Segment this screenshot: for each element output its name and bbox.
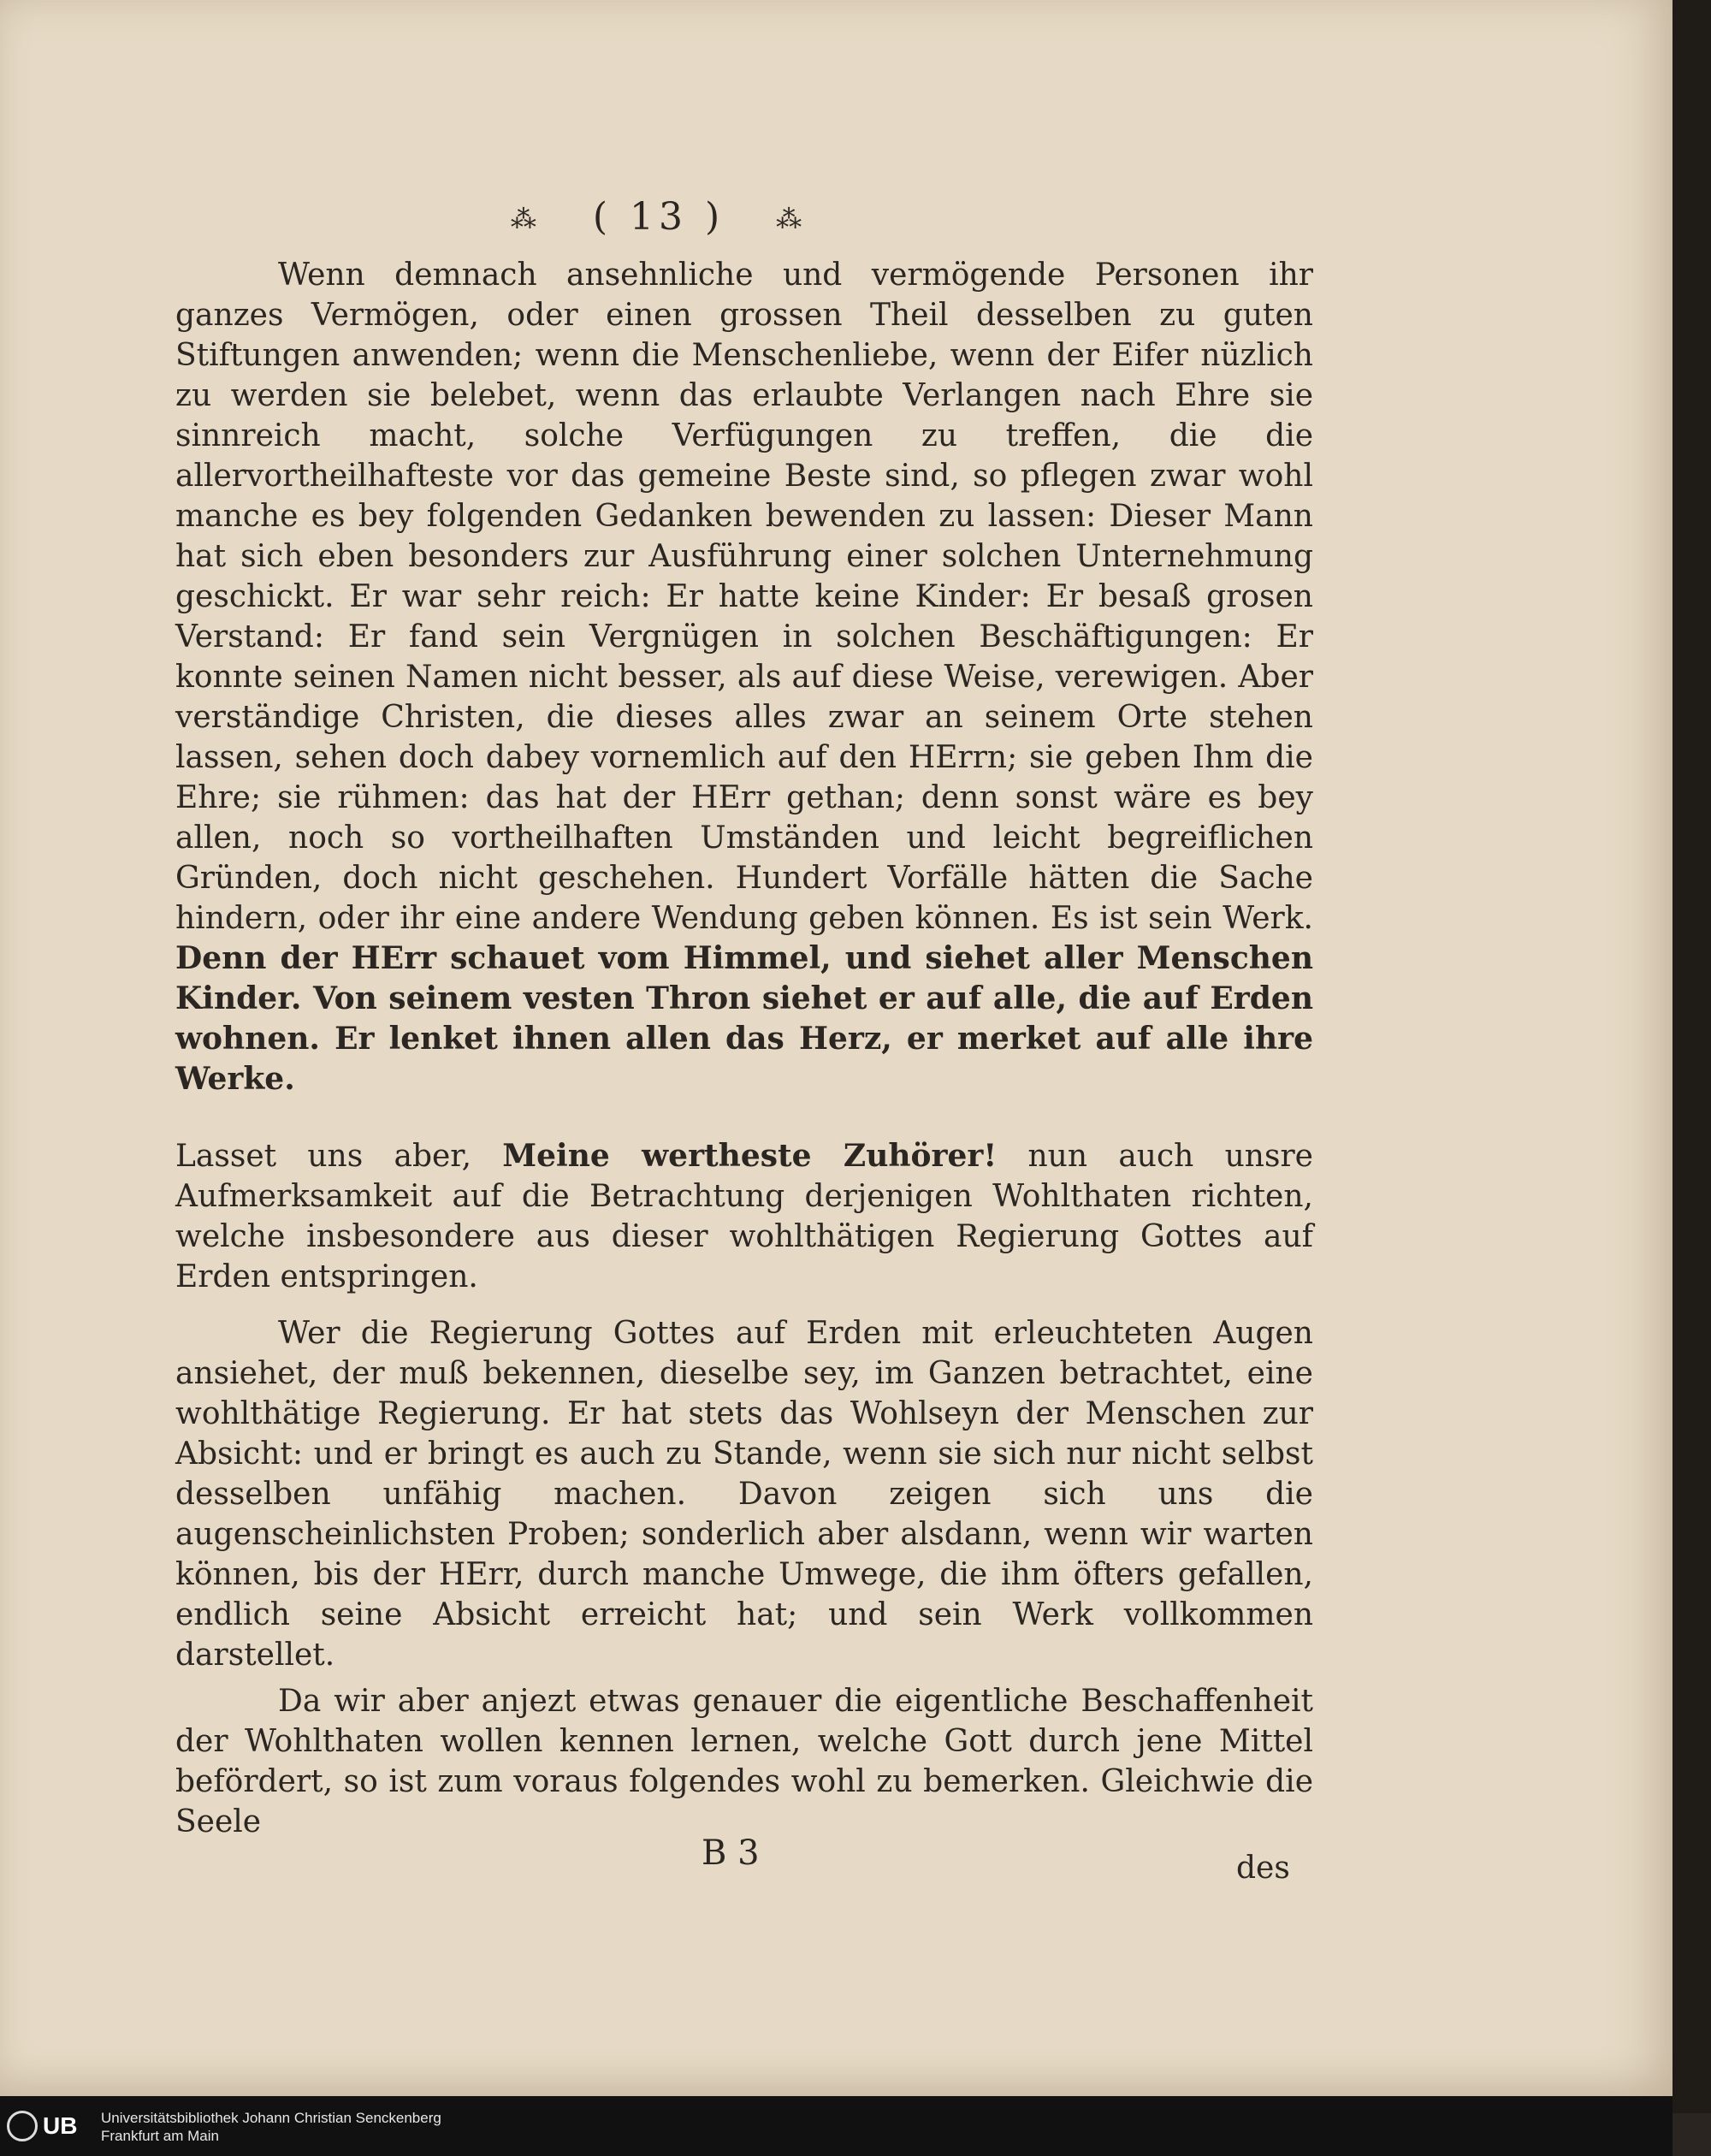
ornament-right: ⁂: [776, 204, 808, 234]
paragraph-3-text: Wer die Regierung Gottes auf Erden mit erleuchteten Augen ansiehet, der muß bekennen, dieselbe sey, im Ganzen betrachtet, eine wohlthätige Regierung. Er hat stets das Wohlseyn der Menschen zur Absicht: und er bringt es auch zu Stande, wenn sie sich nur nicht selbst desselben unfähig machen. Davon zeigen sich uns die augenscheinlichsten Proben; sonderlich aber alsdann, wenn wir warten können, bis der HErr, durch manche Umwege, die ihm öfters gefallen, endlich seine Absicht erreicht hat; und sein Werk vollkommen darstellet.: [175, 1316, 1313, 1673]
paragraph-4-text: Da wir aber anjezt etwas genauer die eigentliche Beschaffenheit der Wohlthaten wollen kennen lernen, welche Gott durch jene Mittel befördert, so ist zum voraus folgendes wohl zu bemerken. Gleichwie die Seele: [175, 1684, 1313, 1839]
logo-text: UB: [43, 2112, 78, 2139]
paragraph-1: [175, 255, 1313, 1099]
ornament-left: ⁂: [510, 204, 542, 234]
library-seal-icon: [7, 2111, 38, 2141]
library-name-line2: Frankfurt am Main: [101, 2128, 219, 2144]
paragraph-1-text: Wenn demnach ansehnliche und vermögende Personen ihr ganzes Vermögen, oder einen grossen Theil desselben zu guten Stiftungen anwenden; wenn die Menschenliebe, wenn der Eifer nüzlich zu werden sie belebet, wenn das erlaubte Verlangen nach Ehre sie sinnreich macht, solche Verfügungen zu treffen, die die allervortheilhafteste vor das gemeine Beste sind, so pflegen zwar wohl manche es bey folgenden Gedanken bewenden zu lassen: Dieser Mann hat sich eben besonders zur Ausführung einer solchen Unternehmung geschickt. Er war sehr reich: Er hatte keine Kinder: Er besaß grosen Verstand: Er fand sein Vergnügen in solchen Beschäftigungen: Er konnte seinen Namen nicht besser, als auf diese Weise, verewigen. Aber verständige Christen, die dieses alles zwar an seinem Orte stehen lassen, sehen doch dabey vornemlich auf den HErrn; sie geben Ihm die Ehre; sie rühmen: das hat der HErr gethan; denn sonst wäre es bey allen, noch so vortheilhaften Umständen und leicht begreiflichen Gründen, doch nicht geschehen. Hundert Vorfälle hätten die Sache hindern, oder ihr eine andere Wendung geben können. Es ist sein Werk.: [175, 258, 1313, 936]
library-name-line1: Universitätsbibliothek Johann Christian Senckenberg: [101, 2110, 441, 2126]
library-name: [101, 2109, 441, 2145]
paragraph-2-text: nun auch unsre Aufmerksamkeit auf die Betrachtung derjenigen Wohlthaten richten, welche insbesondere aus dieser wohlthätigen Regierung Gottes auf Erden entspringen.: [175, 1139, 1313, 1294]
library-logo: [7, 2105, 92, 2147]
page-header: [0, 195, 1317, 239]
scripture-quote: Denn der HErr schauet vom Himmel, und siehet aller Menschen Kinder. Von seinem vesten Thron siehet er auf alle, die auf Erden wohnen. Er lenket ihnen allen das Herz, er merket auf alle ihre Werke.: [175, 940, 1313, 1097]
page-number: ( 13 ): [592, 195, 725, 239]
paragraph-3: [175, 1313, 1313, 1675]
address-to-audience: Meine wertheste Zuhörer!: [502, 1138, 998, 1174]
paragraph-4: [175, 1681, 1313, 1842]
page-edge-shadow: [1673, 0, 1711, 2113]
signature-mark: B 3: [702, 1833, 760, 1873]
paragraph-2-lead: Lasset uns aber,: [175, 1139, 472, 1174]
paragraph-2: [175, 1136, 1313, 1297]
catchword: des: [1236, 1851, 1290, 1886]
